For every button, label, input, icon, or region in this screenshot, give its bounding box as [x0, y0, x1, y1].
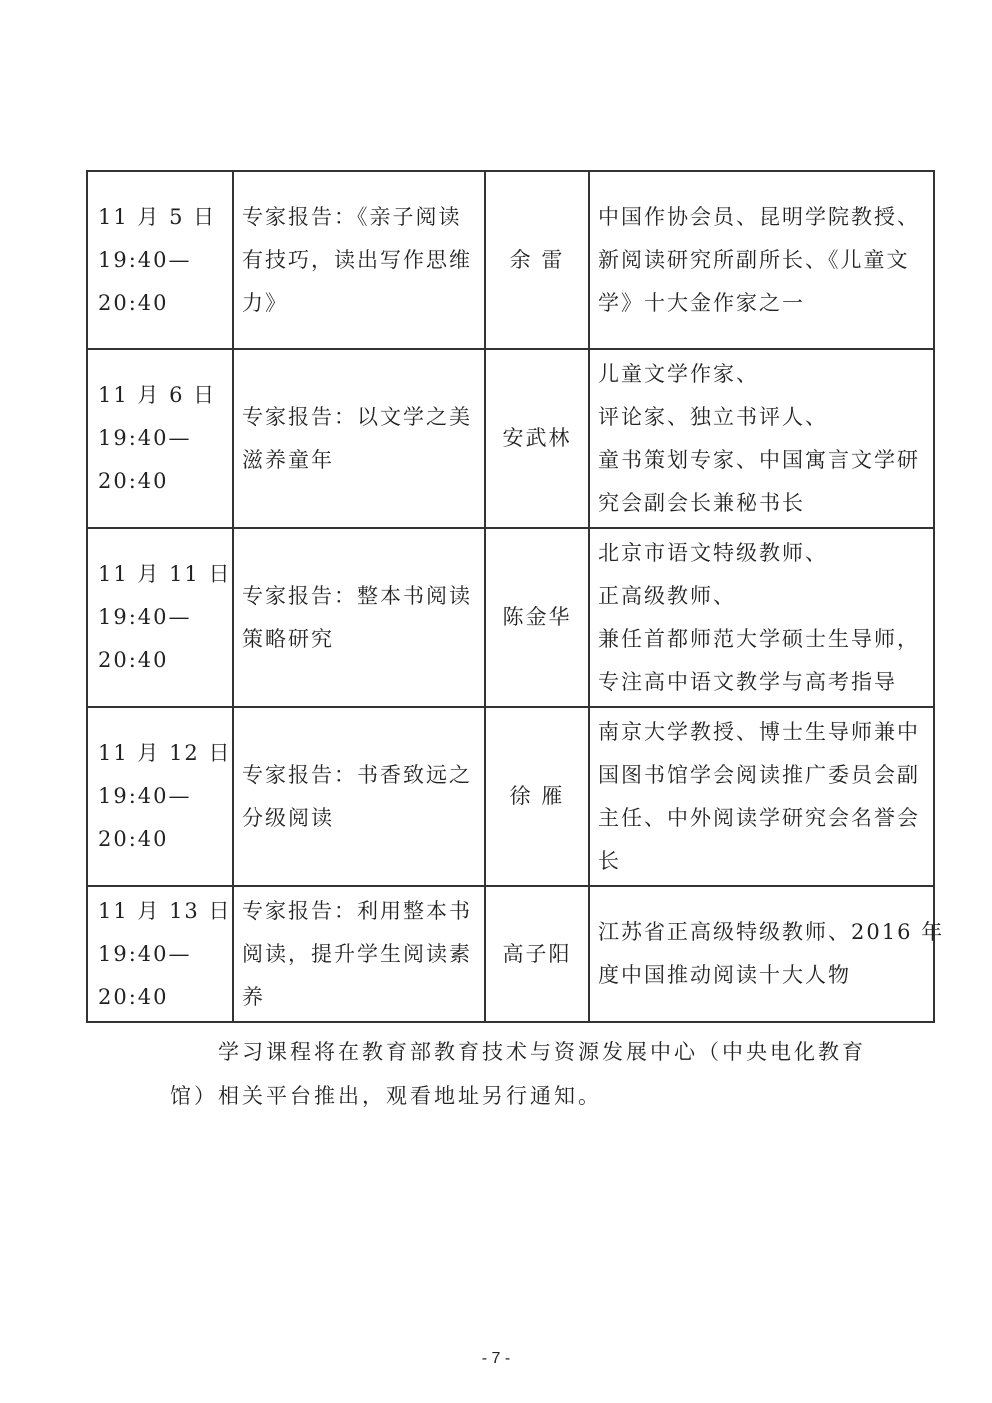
speaker-cell: 高子阳 [485, 886, 589, 1022]
topic-cell: 专家报告：利用整本书 阅读，提升学生阅读素 养 [233, 886, 485, 1022]
time-cell: 11 月 11 日 19:40— 20:40 [87, 528, 233, 707]
speaker-cell: 徐 雁 [485, 707, 589, 886]
note-line: 馆）相关平台推出，观看地址另行通知。 [170, 1084, 602, 1108]
topic-cell: 专家报告：《亲子阅读 有技巧，读出写作思维 力》 [233, 171, 485, 349]
time-cell: 11 月 6 日 19:40— 20:40 [87, 349, 233, 528]
intro-cell: 北京市语文特级教师、 正高级教师、 兼任首都师范大学硕士生导师， 专注高中语文教学与高考指导 [589, 528, 934, 707]
table-row [87, 171, 934, 349]
time-cell: 11 月 12 日 19:40— 20:40 [87, 707, 233, 886]
topic-cell: 专家报告：以文学之美 滋养童年 [233, 349, 485, 528]
table-row [87, 886, 934, 1022]
table-row [87, 528, 934, 707]
speaker-cell: 陈金华 [485, 528, 589, 707]
speaker-cell: 安武林 [485, 349, 589, 528]
page-number: - 7 - [481, 1350, 511, 1367]
intro-cell: 南京大学教授、博士生导师兼中 国图书馆学会阅读推广委员会副 主任、中外阅读学研究会名誉会 长 [589, 707, 934, 886]
note-line: 学习课程将在教育部教育技术与资源发展中心（中央电化教育 [218, 1040, 866, 1064]
course-note [170, 1030, 870, 1118]
table-row [87, 707, 934, 886]
table-row [87, 349, 934, 528]
intro-cell: 江苏省正高级特级教师、2016 年 度中国推动阅读十大人物 [589, 886, 934, 1022]
time-cell: 11 月 13 日 19:40— 20:40 [87, 886, 233, 1022]
intro-cell: 儿童文学作家、 评论家、独立书评人、 童书策划专家、中国寓言文学研 究会副会长兼秘书长 [589, 349, 934, 528]
schedule-table [86, 170, 945, 1023]
intro-cell: 中国作协会员、昆明学院教授、 新阅读研究所副所长、《儿童文 学》十大金作家之一 [589, 171, 934, 349]
topic-cell: 专家报告：书香致远之 分级阅读 [233, 707, 485, 886]
topic-cell: 专家报告：整本书阅读 策略研究 [233, 528, 485, 707]
speaker-cell: 余 雷 [485, 171, 589, 349]
time-cell: 11 月 5 日 19:40— 20:40 [87, 171, 233, 349]
